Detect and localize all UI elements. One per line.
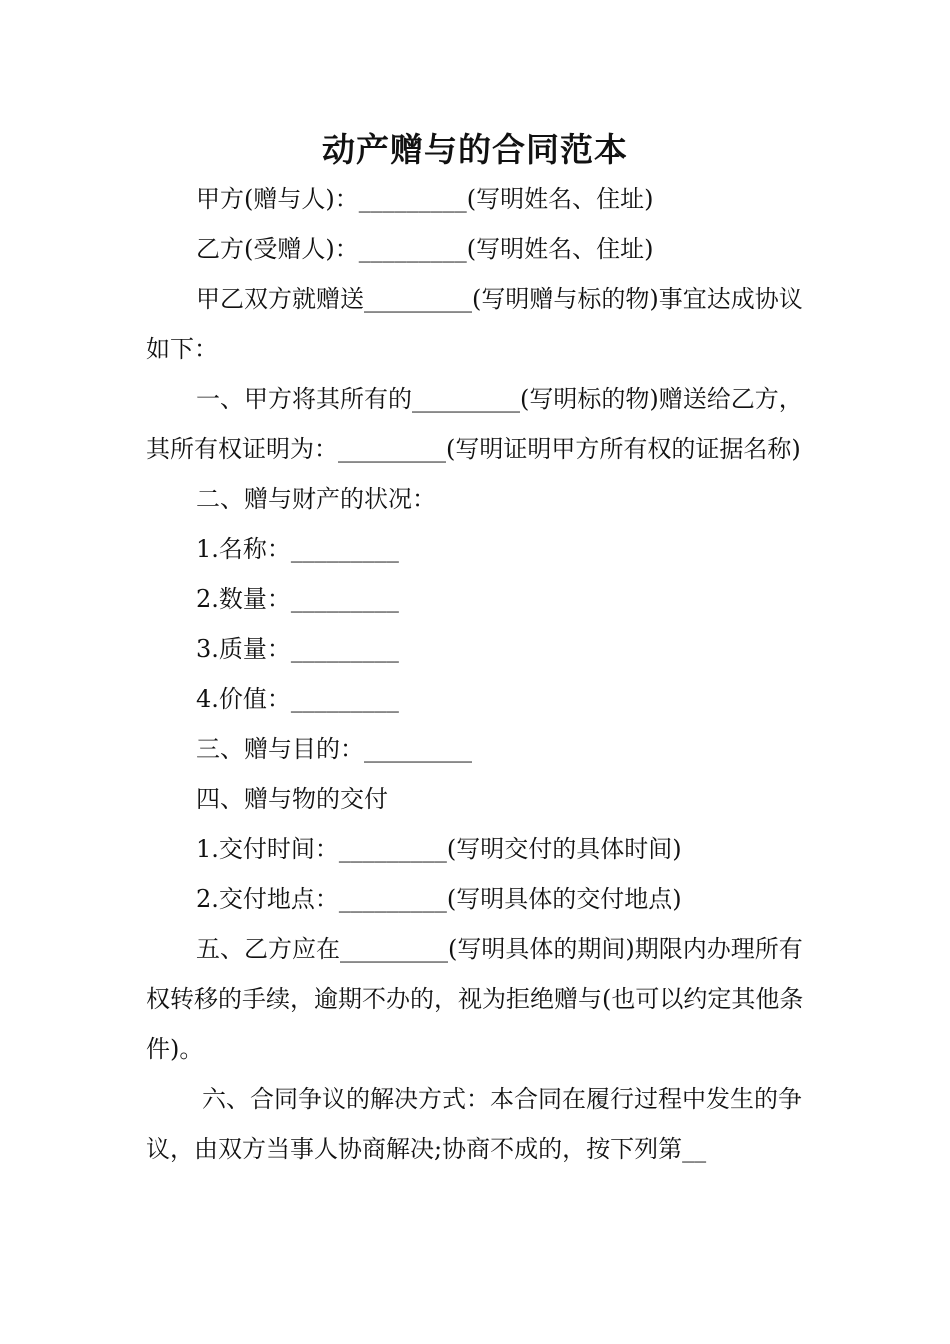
clause-2-item-name: 1.名称：_________	[196, 535, 399, 563]
document-title: 动产赠与的合同范本	[322, 130, 628, 169]
clause-5: 五、乙方应在_________(写明具体的期间)期限内办理所有权转移的手续，逾期不办的，视为拒绝赠与(也可以约定其他条件)。	[146, 935, 804, 1063]
clause-1: 一、甲方将其所有的_________(写明标的物)赠送给乙方，其所有权证明为：_________(写明证明甲方所有权的证据名称)	[146, 385, 803, 463]
party-b-line: 乙方(受赠人)：_________(写明姓名、住址)	[196, 235, 654, 263]
agreement-intro: 甲乙双方就赠送_________(写明赠与标的物)事宜达成协议如下：	[146, 285, 803, 363]
clause-4-item-time: 1.交付时间：_________(写明交付的具体时间)	[196, 835, 682, 863]
clause-6: 六、合同争议的解决方式：本合同在履行过程中发生的争议，由双方当事人协商解决;协商不成的，按下列第__	[146, 1085, 802, 1163]
clause-3: 三、赠与目的：_________	[196, 735, 472, 763]
clause-2-heading: 二、赠与财产的状况：	[196, 485, 436, 513]
document-body	[146, 174, 808, 1174]
clause-2-item-value: 4.价值：_________	[196, 685, 399, 713]
clause-2-item-quality: 3.质量：_________	[196, 635, 399, 663]
clause-2-item-quantity: 2.数量：_________	[196, 585, 399, 613]
party-a-line: 甲方(赠与人)：_________(写明姓名、住址)	[196, 185, 654, 213]
clause-4-heading: 四、赠与物的交付	[196, 785, 388, 813]
clause-4-item-place: 2.交付地点：_________(写明具体的交付地点)	[196, 885, 682, 913]
